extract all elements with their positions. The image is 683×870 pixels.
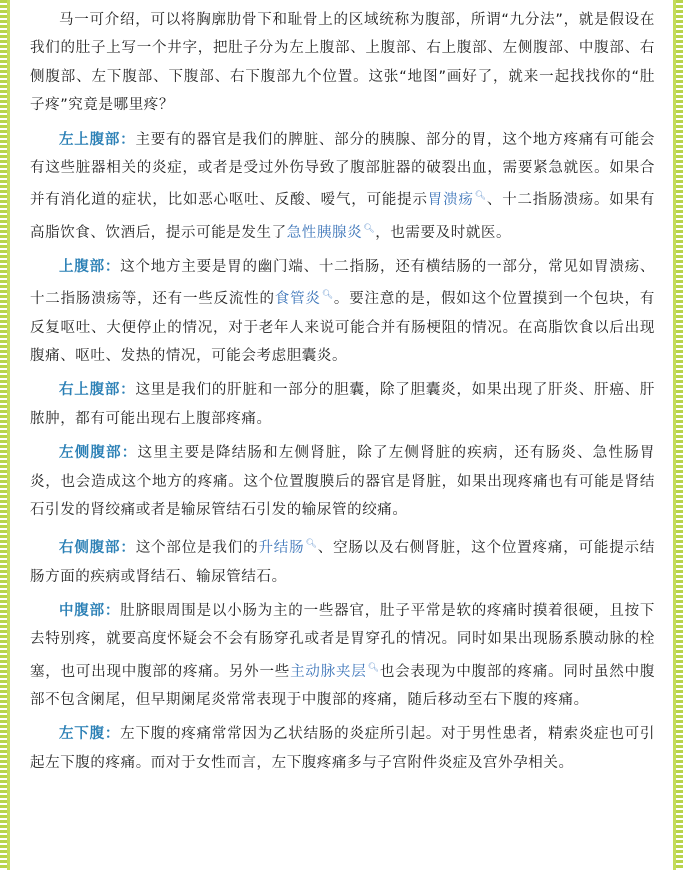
section-right-upper: 右上腹部：这里是我们的肝脏和一部分的胆囊，除了胆囊炎，如果出现了肝炎、肝癌、肝脓肿，都有可能出现右上腹部疼痛。 [30, 382, 655, 427]
section-middle: 中腹部：肚脐眼周围是以小肠为主的一些器官，肚子平常是软的疼痛时摸着很硬，且按下去特别疼，就要高度怀疑会不会有肠穿孔或者是胃穿孔的情况。同时如果出现肠系膜动脉的栓塞，也可出现中腹部的疼痛。另外一些主动脉夹层🔍︎也会表现为中腹部的疼痛。同时虽然中腹部不包含阑尾，但早期阑尾炎常常表现于中腹部的疼痛，随后移动至右下腹的疼痛。 [30, 603, 656, 709]
search-icon[interactable]: 🔍︎ [305, 539, 318, 550]
section-right-side: 右侧腹部：这个部位是我们的升结肠🔍︎、空肠以及右侧肾脏，这个位置疼痛，可能提示结肠方面的疾病或肾结石、输尿管结石。 [30, 539, 655, 585]
section-heading: 左上腹部： [59, 131, 136, 148]
link-ascending-colon[interactable]: 升结肠 [258, 540, 305, 557]
link-acute-pancreatitis[interactable]: 急性胰腺炎 [286, 224, 363, 241]
search-icon[interactable]: 🔍︎ [321, 290, 334, 301]
left-dotted-border [0, 0, 10, 870]
section-heading: 右上腹部： [59, 382, 136, 399]
right-dotted-border [673, 0, 683, 870]
section-heading: 上腹部： [59, 258, 121, 275]
link-esophagitis[interactable]: 食管炎 [274, 291, 321, 308]
section-left-side: 左侧腹部：这里主要是降结肠和左侧肾脏，除了左侧肾脏的疾病，还有肠炎、急性肠胃炎，也会造成这个地方的疼痛。这个位置腹膜后的器官是肾脏，如果出现疼痛也有可能是肾结石引发的肾绞痛或者是输尿管结石引发的输尿管的绞痛。 [30, 445, 655, 518]
section-heading: 中腹部： [59, 603, 121, 620]
section-left-lower: 左下腹：左下腹的疼痛常常因为乙状结肠的炎症所引起。对于男性患者，精索炎症也可引起左下腹的疼痛。而对于女性而言，左下腹疼痛多与子宫附件炎症及宫外孕相关。 [30, 726, 655, 771]
section-heading: 左侧腹部： [59, 445, 138, 462]
section-left-upper: 左上腹部：主要有的器官是我们的脾脏、部分的胰腺、部分的胃，这个地方疼痛有可能会有这些脏器相关的炎症，或者是受过外伤导致了腹部脏器的破裂出血，需要紧急就医。如果合并有消化道的症状，比如恶心呕吐、反酸、嗳气，可能提示胃溃疡🔍︎、十二指肠溃疡。如果有高脂饮食、饮酒后，提示可能是发生了急性胰腺炎🔍︎，也需要及时就医。 [30, 131, 655, 241]
intro-paragraph: 马一可介绍，可以将胸廓肋骨下和耻骨上的区域统称为腹部，所谓“九分法”，就是假设在我们的肚子上写一个井字，把肚子分为左上腹部、上腹部、右上腹部、左侧腹部、中腹部、右侧腹部、左下腹部、下腹部、右下腹部九个位置。这张“地图”画好了，就来一起找找你的“肚子疼”究竟是哪里疼？ [30, 12, 655, 114]
link-gastric-ulcer[interactable]: 胃溃疡 [427, 192, 474, 209]
search-icon[interactable]: 🔍︎ [363, 223, 376, 234]
link-aortic-dissection[interactable]: 主动脉夹层 [290, 663, 367, 680]
search-icon[interactable]: 🔍︎ [367, 662, 380, 673]
section-heading: 左下腹： [59, 726, 121, 743]
section-heading: 右侧腹部： [59, 540, 136, 557]
search-icon[interactable]: 🔍︎ [474, 191, 487, 202]
section-upper: 上腹部：这个地方主要是胃的幽门端、十二指肠，还有横结肠的一部分，常见如胃溃疡、十二指肠溃疡等，还有一些反流性的食管炎🔍︎。要注意的是，假如这个位置摸到一个包块，有反复呕吐、大便停止的情况，对于老年人来说可能合并有肠梗阻的情况。在高脂饮食以后出现腹痛、呕吐、发热的情况，可能会考虑胆囊炎。 [30, 258, 655, 364]
article-body [30, 6, 655, 783]
